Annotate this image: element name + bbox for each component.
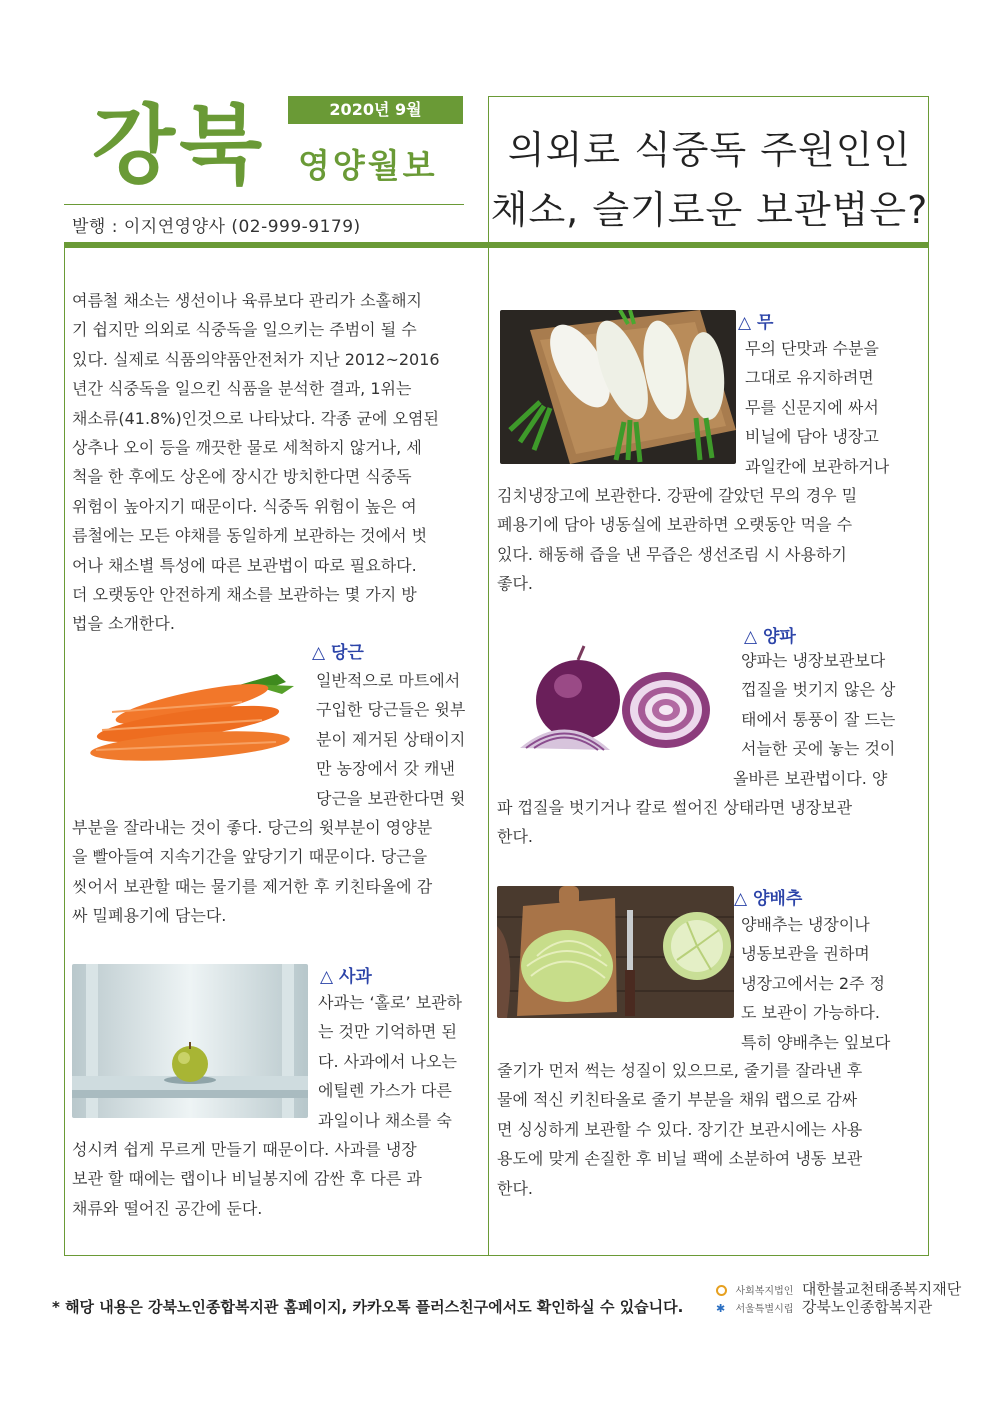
- intro-line: 기 쉽지만 의외로 식중독을 일으키는 주범이 될 수: [72, 320, 417, 340]
- carrot-line: 만 농장에서 갓 캐낸: [316, 759, 455, 779]
- carrot-line: 당근을 보관한다면 윗: [316, 788, 466, 808]
- radish-line: 비닐에 담아 냉장고: [745, 427, 879, 447]
- intro-line: 위험이 높아지기 때문이다. 식중독 위험이 높은 여: [72, 496, 417, 516]
- cabbage-line: 도 보관이 가능하다.: [741, 1003, 880, 1023]
- headline-line-2: 채소, 슬기로운 보관법은?: [490, 188, 929, 232]
- apple-line: 다. 사과에서 나오는: [318, 1051, 457, 1071]
- cabbage-line: 양배추는 냉장이나: [741, 915, 870, 934]
- radish-line: 그대로 유지하려면: [745, 368, 874, 388]
- radish-line: 김치냉장고에 보관한다. 강판에 갈았던 무의 경우 밀: [497, 486, 858, 505]
- cabbage-line: 물에 적신 키친타올로 줄기 부분을 채워 랩으로 감싸: [497, 1090, 858, 1110]
- cabbage-line: 줄기가 먼저 썩는 성질이 있으므로, 줄기를 잘라낸 후: [497, 1061, 863, 1080]
- intro-line: 있다. 실제로 식품의약품안전처가 지난 2012~2016: [72, 349, 440, 369]
- newsletter-logo: 강북: [92, 96, 267, 196]
- newsletter-subtitle: 영양월보: [298, 146, 438, 185]
- apple-line: 과일이나 채소를 숙: [318, 1110, 452, 1130]
- center-name: 강북노인종합복지관: [801, 1298, 933, 1316]
- onion-line: 껍질을 벗기지 않은 상: [741, 680, 896, 700]
- center-type: 서울특별시립: [735, 1304, 794, 1315]
- apple-line: 사과는 ‘홀로’ 보관하: [318, 993, 462, 1012]
- onion-full-text: [497, 793, 920, 852]
- carrot-image: [72, 664, 300, 774]
- intro-article: [72, 286, 480, 639]
- seoul-icon: ✱: [716, 1301, 726, 1315]
- radish-line: 과일칸에 보관하거나: [745, 456, 890, 476]
- onion-line: 한다.: [497, 827, 533, 847]
- apple-heading: △ 사과: [320, 967, 372, 987]
- radish-line: 무의 단맛과 수분을: [745, 339, 879, 358]
- carrot-side-text: [316, 666, 480, 813]
- column-divider: [488, 248, 489, 1256]
- onion-image: [506, 640, 720, 772]
- footer-note: * 해당 내용은 강북노인종합복지관 홈페이지, 카카오톡 플러스친구에서도 확인하실 수 있습니다.: [52, 1298, 684, 1316]
- cabbage-heading: △ 양배추: [734, 889, 803, 909]
- radish-full-text: [497, 481, 920, 599]
- radish-line: 무를 신문지에 싸서: [745, 397, 879, 417]
- apple-line: 보관 할 때에는 랩이나 비닐봉지에 감싼 후 다른 과: [72, 1169, 422, 1189]
- cabbage-full-text: [497, 1056, 920, 1203]
- intro-line: 상추나 오이 등을 깨끗한 물로 세척하지 않거나, 세: [72, 438, 422, 458]
- carrot-line: 구입한 당근들은 윗부: [316, 700, 466, 720]
- headline-line-1: 의외로 식중독 주원인인: [507, 128, 912, 172]
- intro-line: 척을 한 후에도 상온에 장시간 방치한다면 식중독: [72, 467, 412, 487]
- cabbage-line: 용도에 맞게 손질한 후 비닐 팩에 소분하여 냉동 보관: [497, 1149, 863, 1169]
- carrot-line: 부분을 잘라내는 것이 좋다. 당근의 윗부분이 영양분: [72, 818, 433, 837]
- radish-line: 폐용기에 담아 냉동실에 보관하면 오랫동안 먹을 수: [497, 515, 853, 535]
- onion-side-text: [733, 646, 920, 793]
- intro-line: 여름철 채소는 생선이나 육류보다 관리가 소홀해지: [72, 291, 423, 310]
- cabbage-side-text: [741, 910, 920, 1057]
- apple-line: 에틸렌 가스가 다른: [318, 1081, 452, 1101]
- carrot-line: 싸 밀폐용기에 담는다.: [72, 906, 227, 926]
- cabbage-image: [497, 886, 734, 1018]
- radish-line: 좋다.: [497, 574, 533, 594]
- carrot-line: 일반적으로 마트에서: [316, 671, 461, 690]
- radish-line: 있다. 해동해 즙을 낸 무즙은 생선조림 시 사용하기: [497, 544, 847, 564]
- cabbage-line: 냉동보관을 권하며: [741, 944, 870, 964]
- apple-line: 채류와 떨어진 공간에 둔다.: [72, 1198, 263, 1218]
- headline-box: [488, 96, 929, 242]
- publisher-info: 발행 : 이지연영양사 (02-999-9179): [72, 217, 361, 237]
- foundation-type: 사회복지법인: [735, 1286, 794, 1297]
- foundation-icon: [716, 1285, 727, 1296]
- apple-line: 는 것만 기억하면 된: [318, 1022, 457, 1042]
- onion-line: 올바른 보관법이다. 양: [733, 768, 888, 788]
- cabbage-line: 냉장고에서는 2주 정: [741, 973, 885, 993]
- issue-date-badge: 2020년 9월: [288, 96, 463, 124]
- apple-full-text: [72, 1135, 480, 1223]
- cabbage-line: 특히 양배추는 잎보다: [741, 1032, 891, 1052]
- onion-heading: △ 양파: [744, 627, 796, 647]
- carrot-line: 을 빨아들여 지속기간을 앞당기기 때문이다. 당근을: [72, 847, 428, 867]
- intro-line: 름철에는 모든 야채를 동일하게 보관하는 것에서 벗: [72, 526, 428, 546]
- foundation-name: 대한불교천태종복지재단: [801, 1280, 962, 1298]
- onion-line: 양파는 냉장보관보다: [741, 651, 886, 670]
- carrot-heading: △ 당근: [312, 643, 364, 663]
- onion-line: 서늘한 곳에 놓는 것이: [741, 739, 896, 759]
- intro-line: 더 오랫동안 안전하게 채소를 보관하는 몇 가지 방: [72, 585, 417, 605]
- cabbage-line: 면 싱싱하게 보관할 수 있다. 장기간 보관시에는 사용: [497, 1119, 863, 1139]
- radish-image: [500, 310, 736, 464]
- header-divider: [64, 204, 464, 205]
- intro-line: 법을 소개한다.: [72, 614, 175, 634]
- radish-side-text: [745, 334, 920, 481]
- carrot-line: 씻어서 보관할 때는 물기를 제거한 후 키친타올에 감: [72, 876, 433, 896]
- apple-line: 성시켜 쉽게 무르게 만들기 때문이다. 사과를 냉장: [72, 1140, 417, 1159]
- intro-line: 어나 채소별 특성에 따른 보관법이 따로 필요하다.: [72, 555, 417, 575]
- radish-heading: △ 무: [738, 313, 774, 333]
- intro-line: 채소류(41.8%)인것으로 나타났다. 각종 균에 오염된: [72, 408, 439, 428]
- carrot-full-text: [72, 813, 480, 931]
- intro-line: 년간 식중독을 일으킨 식품을 분석한 결과, 1위는: [72, 379, 412, 399]
- center-credit: [716, 1296, 932, 1317]
- cabbage-line: 한다.: [497, 1178, 533, 1198]
- apple-image: [72, 964, 308, 1118]
- onion-line: 파 껍질을 벗기거나 칼로 썰어진 상태라면 냉장보관: [497, 798, 853, 817]
- carrot-line: 분이 제거된 상태이지: [316, 729, 466, 749]
- apple-side-text: [318, 988, 480, 1135]
- onion-line: 태에서 통풍이 잘 드는: [741, 709, 896, 729]
